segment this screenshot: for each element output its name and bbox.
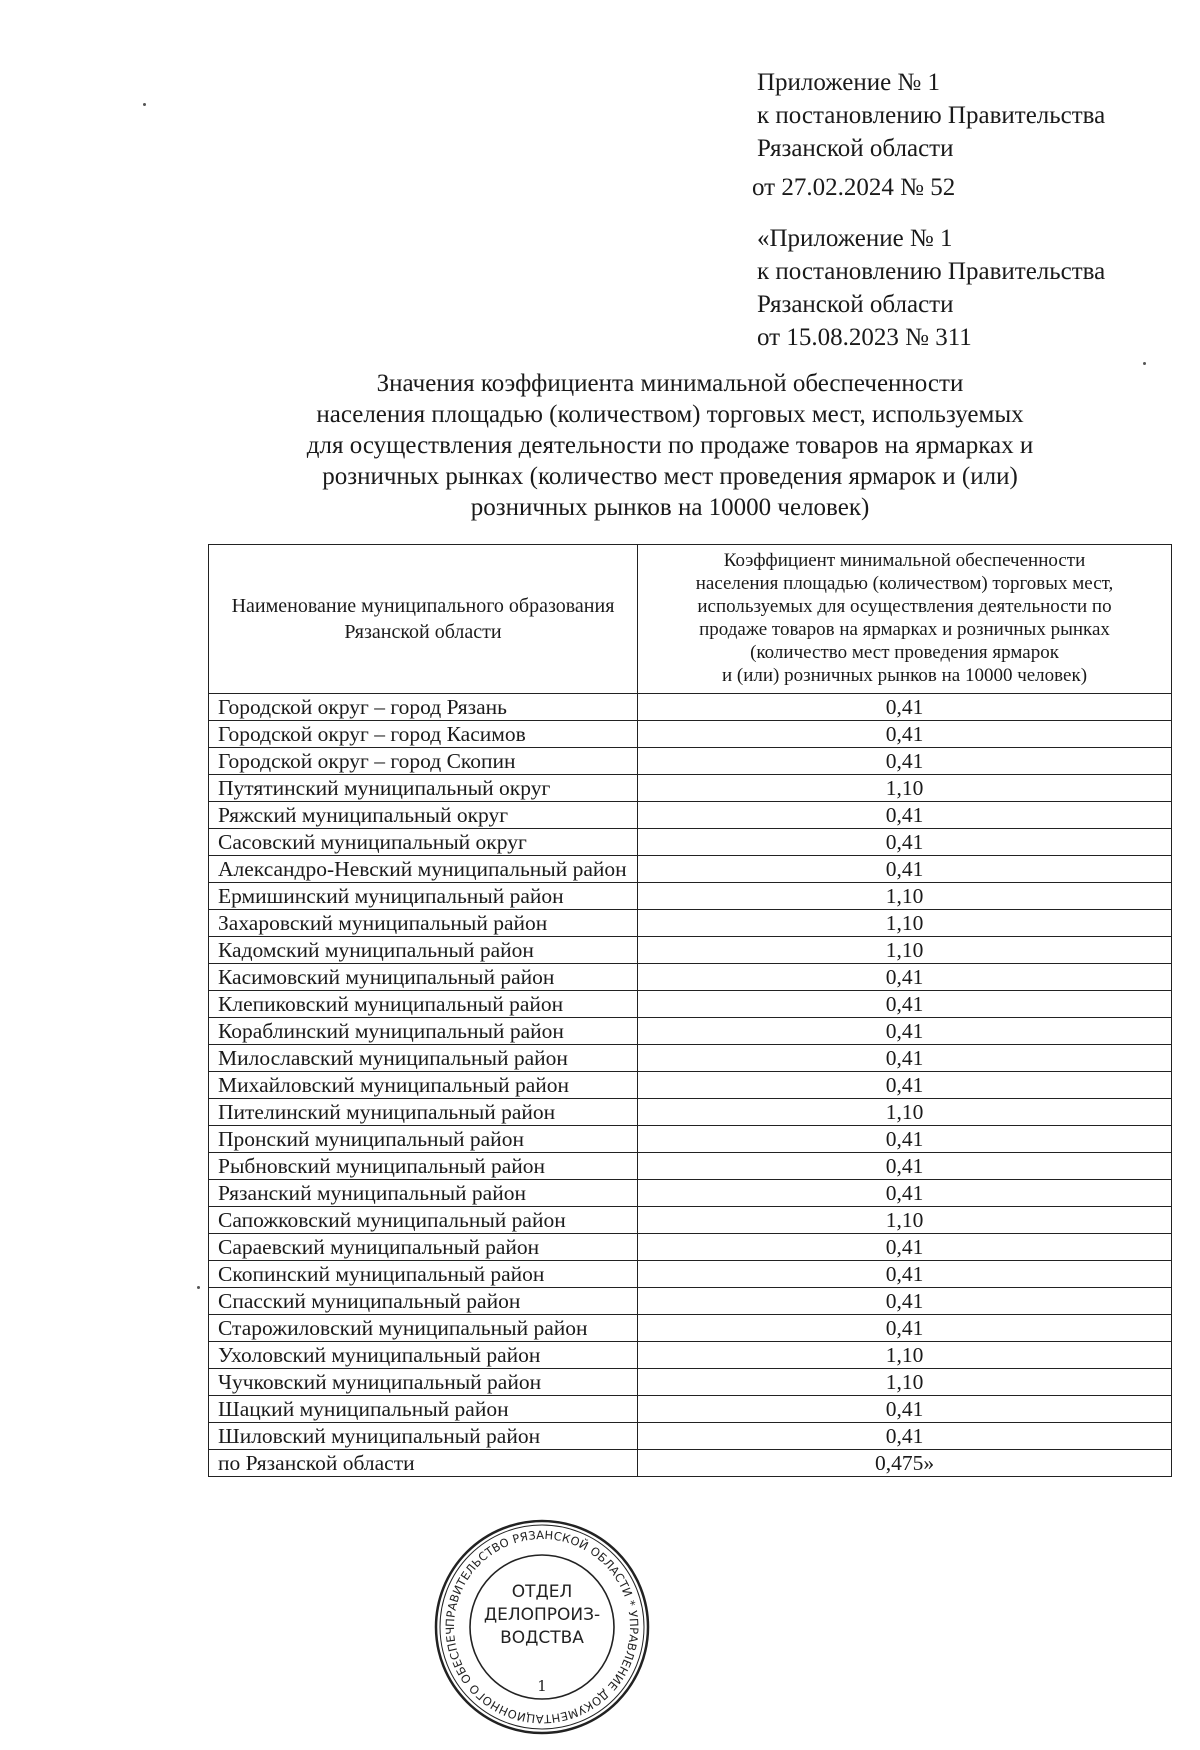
table-row <box>209 1153 1172 1180</box>
stamp-center-line: ВОДСТВА <box>500 1628 584 1648</box>
appendix-region-line: Рязанской области <box>757 291 954 318</box>
header-line: используемых для осуществления деятельности по <box>697 596 1112 617</box>
table-row <box>209 1126 1172 1153</box>
coefficient-value-cell: 0,41 <box>638 964 1172 991</box>
stamp-seal-graphic <box>432 1505 652 1745</box>
coefficient-value-cell: 0,41 <box>638 1234 1172 1261</box>
header-line: Коэффициент минимальной обеспеченности <box>723 550 1086 571</box>
municipality-name-cell: Кораблинский муниципальный район <box>209 1018 638 1045</box>
official-stamp <box>432 1505 652 1727</box>
title-line: для осуществления деятельности по продаже товаров на ярмарках и <box>306 432 1034 459</box>
stamp-center-line: ДЕЛОПРОИЗ- <box>483 1605 601 1625</box>
table-body <box>209 694 1172 1477</box>
municipality-name-cell: Шацкий муниципальный район <box>209 1396 638 1423</box>
coefficient-value-cell: 0,41 <box>638 1288 1172 1315</box>
table-header-row <box>209 545 1172 694</box>
coefficient-value-cell: 0,41 <box>638 1018 1172 1045</box>
coefficient-value-cell: 1,10 <box>638 883 1172 910</box>
appendix-resolution-line: к постановлению Правительства <box>757 102 1106 129</box>
municipality-name-cell: Спасский муниципальный район <box>209 1288 638 1315</box>
coefficient-value-cell: 1,10 <box>638 1099 1172 1126</box>
municipality-name-cell: по Рязанской области <box>209 1450 638 1477</box>
appendix-date: от 27.02.2024 № 52 <box>752 174 956 201</box>
header-line: населения площадью (количеством) торговых мест, <box>695 573 1114 594</box>
appendix-header-amended <box>757 222 1177 354</box>
table-row <box>209 1423 1172 1450</box>
title-line: розничных рынков на 10000 человек) <box>470 494 870 521</box>
table-row <box>209 1072 1172 1099</box>
municipality-name-cell: Скопинский муниципальный район <box>209 1261 638 1288</box>
municipality-name-cell: Ухоловский муниципальный район <box>209 1342 638 1369</box>
stamp-ring-text: ПРАВИТЕЛЬСТВО РЯЗАНСКОЙ ОБЛАСТИ * УПРАВЛЕНИЕ ДОКУМЕНТАЦИОННОГО ОБЕСПЕЧ <box>442 1527 642 1727</box>
coefficient-value-cell: 0,41 <box>638 802 1172 829</box>
document-title <box>230 368 1110 523</box>
table-row <box>209 1018 1172 1045</box>
header-line: продаже товаров на ярмарках и розничных рынках <box>699 619 1110 640</box>
municipality-name-cell: Пронский муниципальный район <box>209 1126 638 1153</box>
coefficient-value-cell: 1,10 <box>638 1207 1172 1234</box>
coefficient-value-cell: 1,10 <box>638 1369 1172 1396</box>
coefficient-value-cell: 0,41 <box>638 1072 1172 1099</box>
municipality-name-cell: Михайловский муниципальный район <box>209 1072 638 1099</box>
table-row <box>209 1207 1172 1234</box>
appendix-date: от 15.08.2023 № 311 <box>757 324 972 351</box>
coefficient-value-cell: 0,41 <box>638 721 1172 748</box>
scan-speck <box>1143 362 1146 365</box>
column-header-municipality: Наименование муниципального образования Рязанской области <box>209 545 638 694</box>
municipality-name-cell: Путятинский муниципальный округ <box>209 775 638 802</box>
header-line: и (или) розничных рынков на 10000 человек) <box>721 665 1088 686</box>
municipality-name-cell: Ряжский муниципальный округ <box>209 802 638 829</box>
table-row <box>209 937 1172 964</box>
municipality-name-cell: Александро-Невский муниципальный район <box>209 856 638 883</box>
municipality-name-cell: Касимовский муниципальный район <box>209 964 638 991</box>
table-row <box>209 1369 1172 1396</box>
table-row <box>209 694 1172 721</box>
title-line: населения площадью (количеством) торговых мест, используемых <box>316 401 1024 428</box>
coefficient-value-cell: 0,41 <box>638 694 1172 721</box>
coefficient-value-cell: 1,10 <box>638 1342 1172 1369</box>
municipality-name-cell: Рязанский муниципальный район <box>209 1180 638 1207</box>
table-row <box>209 1261 1172 1288</box>
municipality-name-cell: Шиловский муниципальный район <box>209 1423 638 1450</box>
coefficient-value-cell: 0,475» <box>638 1450 1172 1477</box>
table-row <box>209 991 1172 1018</box>
table-row <box>209 1045 1172 1072</box>
municipality-name-cell: Захаровский муниципальный район <box>209 910 638 937</box>
table-row <box>209 883 1172 910</box>
appendix-region-line: Рязанской области <box>757 135 954 162</box>
municipality-name-cell: Рыбновский муниципальный район <box>209 1153 638 1180</box>
coefficient-value-cell: 1,10 <box>638 775 1172 802</box>
table-row <box>209 1315 1172 1342</box>
table-row <box>209 802 1172 829</box>
table-row <box>209 964 1172 991</box>
coefficient-value-cell: 1,10 <box>638 937 1172 964</box>
stamp-center-line: ОТДЕЛ <box>511 1582 573 1602</box>
coefficient-value-cell: 0,41 <box>638 991 1172 1018</box>
column-header-coefficient <box>638 545 1172 694</box>
title-line: розничных рынках (количество мест проведения ярмарок и (или) <box>322 463 1018 490</box>
municipality-name-cell: Пителинский муниципальный район <box>209 1099 638 1126</box>
appendix-resolution-line: к постановлению Правительства <box>757 258 1106 285</box>
table-row <box>209 1288 1172 1315</box>
table-row <box>209 721 1172 748</box>
coefficient-value-cell: 0,41 <box>638 1180 1172 1207</box>
municipality-name-cell: Сараевский муниципальный район <box>209 1234 638 1261</box>
coefficient-value-cell: 0,41 <box>638 1153 1172 1180</box>
municipality-name-cell: Сасовский муниципальный округ <box>209 829 638 856</box>
table-row <box>209 1234 1172 1261</box>
municipality-name-cell: Клепиковский муниципальный район <box>209 991 638 1018</box>
municipality-name-cell: Ермишинский муниципальный район <box>209 883 638 910</box>
coefficient-value-cell: 0,41 <box>638 1423 1172 1450</box>
appendix-title: Приложение № 1 <box>757 69 941 96</box>
municipality-name-cell: Сапожковский муниципальный район <box>209 1207 638 1234</box>
municipality-name-cell: Чучковский муниципальный район <box>209 1369 638 1396</box>
municipality-name-cell: Городской округ – город Скопин <box>209 748 638 775</box>
table-row <box>209 748 1172 775</box>
municipality-name-cell: Кадомский муниципальный район <box>209 937 638 964</box>
table-row <box>209 1342 1172 1369</box>
municipality-name-cell: Старожиловский муниципальный район <box>209 1315 638 1342</box>
coefficient-value-cell: 1,10 <box>638 910 1172 937</box>
table-row <box>209 775 1172 802</box>
coefficient-table <box>208 544 1172 1477</box>
coefficient-value-cell: 0,41 <box>638 748 1172 775</box>
coefficient-value-cell: 0,41 <box>638 1261 1172 1288</box>
scan-speck <box>143 103 146 106</box>
table-row <box>209 1396 1172 1423</box>
appendix-title: «Приложение № 1 <box>757 225 953 252</box>
coefficient-value-cell: 0,41 <box>638 1126 1172 1153</box>
table-row <box>209 1180 1172 1207</box>
coefficient-value-cell: 0,41 <box>638 1045 1172 1072</box>
appendix-header-current <box>752 66 1177 204</box>
table-row <box>209 1450 1172 1477</box>
coefficient-value-cell: 0,41 <box>638 1396 1172 1423</box>
table-row <box>209 910 1172 937</box>
municipality-name-cell: Городской округ – город Рязань <box>209 694 638 721</box>
table-row <box>209 829 1172 856</box>
municipality-name-cell: Милославский муниципальный район <box>209 1045 638 1072</box>
table-row <box>209 1099 1172 1126</box>
coefficient-value-cell: 0,41 <box>638 856 1172 883</box>
table-row <box>209 856 1172 883</box>
municipality-name-cell: Городской округ – город Касимов <box>209 721 638 748</box>
coefficient-value-cell: 0,41 <box>638 1315 1172 1342</box>
title-line: Значения коэффициента минимальной обеспеченности <box>376 370 964 397</box>
coefficient-value-cell: 0,41 <box>638 829 1172 856</box>
scan-speck <box>197 1286 200 1289</box>
stamp-number: 1 <box>537 1677 547 1695</box>
header-line: (количество мест проведения ярмарок <box>750 642 1059 663</box>
